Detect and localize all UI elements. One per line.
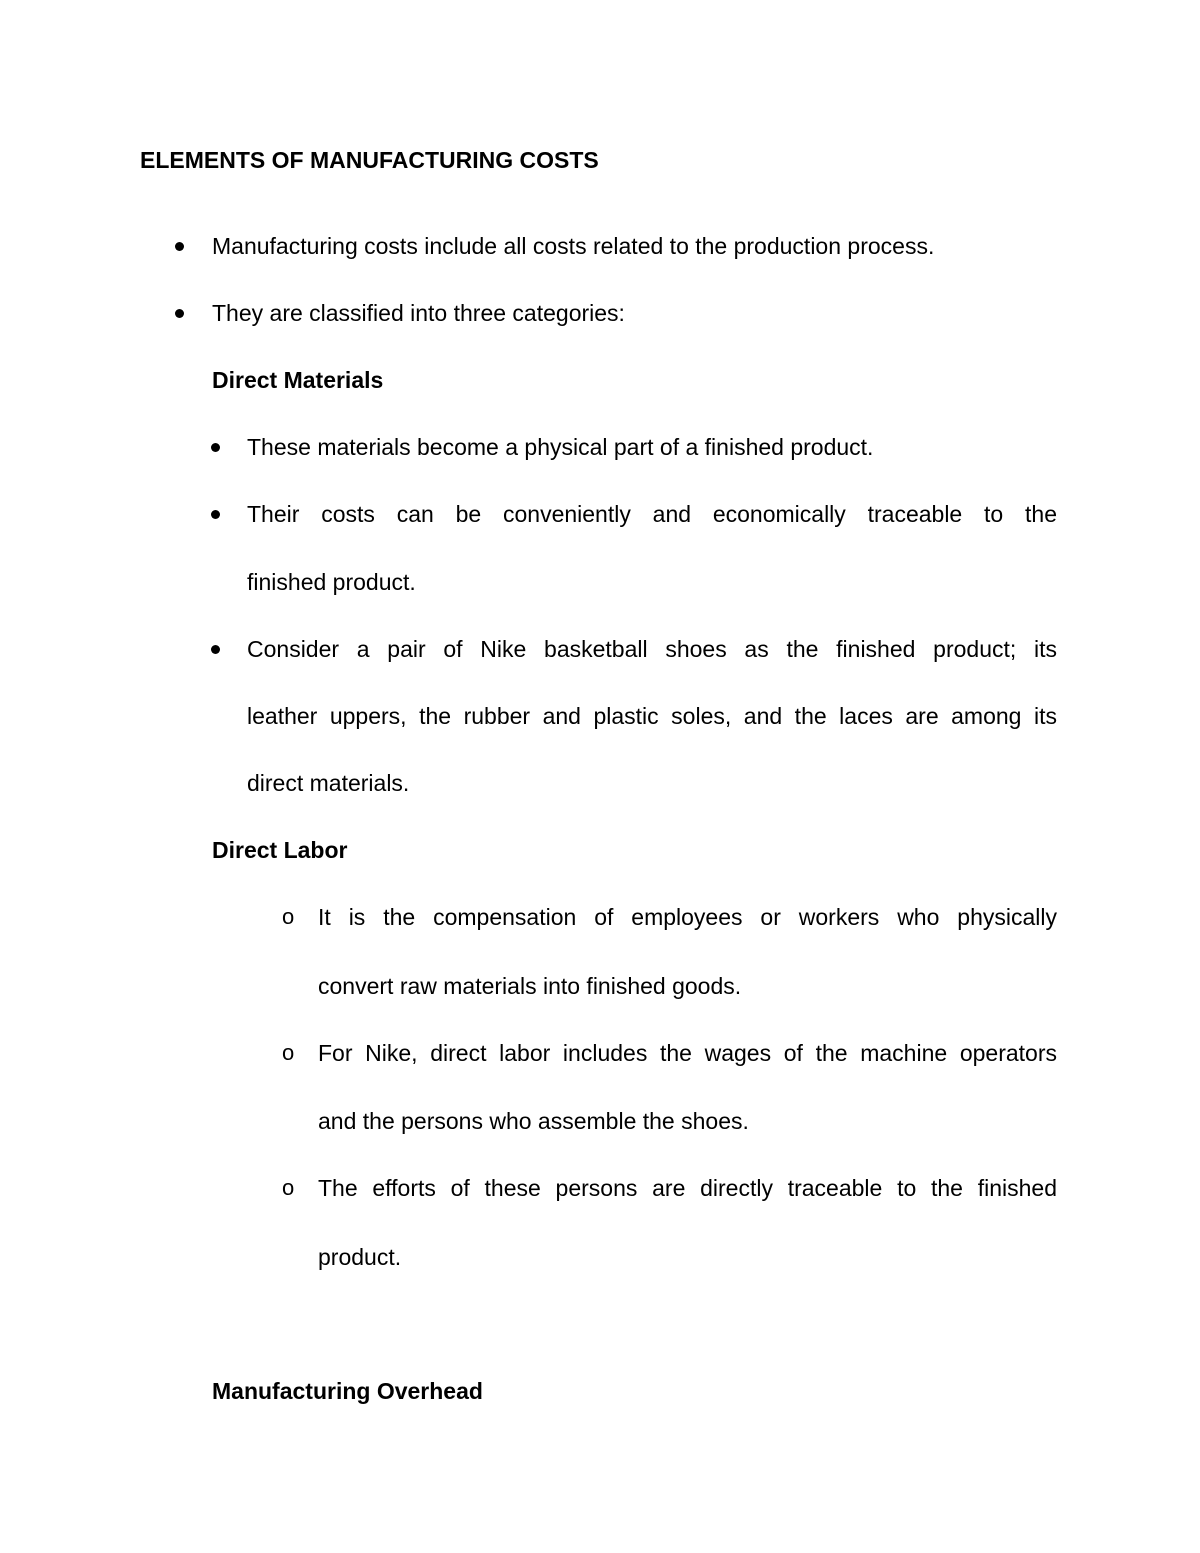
section-heading-direct-materials: Direct Materials [212, 367, 384, 393]
list-item-line: convert raw materials into finished goods. [318, 973, 742, 999]
list-item-line: finished product. [247, 569, 416, 595]
circle-bullet-icon: o [282, 1040, 295, 1065]
circle-bullet-icon: o [282, 1175, 295, 1200]
list-item-line: For Nike, direct labor includes the wages of the machine operators [318, 1040, 1057, 1066]
bullet-icon [175, 309, 184, 318]
page-title: ELEMENTS OF MANUFACTURING COSTS [140, 147, 599, 173]
list-item-line: direct materials. [247, 770, 410, 796]
list-item-line: leather uppers, the rubber and plastic soles, and the laces are among its [247, 703, 1057, 729]
bullet-icon [175, 242, 184, 251]
list-item-line: Consider a pair of Nike basketball shoes as the finished product; its [247, 636, 1057, 662]
bullet-icon [211, 645, 220, 654]
list-item-line: These materials become a physical part of a finished product. [247, 434, 874, 460]
intro-bullet-text: Manufacturing costs include all costs related to the production process. [212, 233, 935, 259]
section-heading-manufacturing-overhead: Manufacturing Overhead [212, 1378, 483, 1404]
circle-bullet-icon: o [282, 904, 295, 929]
list-item-line: It is the compensation of employees or workers who physically [318, 904, 1057, 930]
list-item-line: and the persons who assemble the shoes. [318, 1108, 749, 1134]
section-heading-direct-labor: Direct Labor [212, 837, 348, 863]
list-item-line: Their costs can be conveniently and economically traceable to the [247, 501, 1057, 527]
bullet-icon [211, 443, 220, 452]
bullet-icon [211, 510, 220, 519]
list-item-line: product. [318, 1244, 402, 1270]
list-item-line: The efforts of these persons are directly traceable to the finished [318, 1175, 1057, 1201]
intro-bullet-text: They are classified into three categories: [212, 300, 625, 326]
